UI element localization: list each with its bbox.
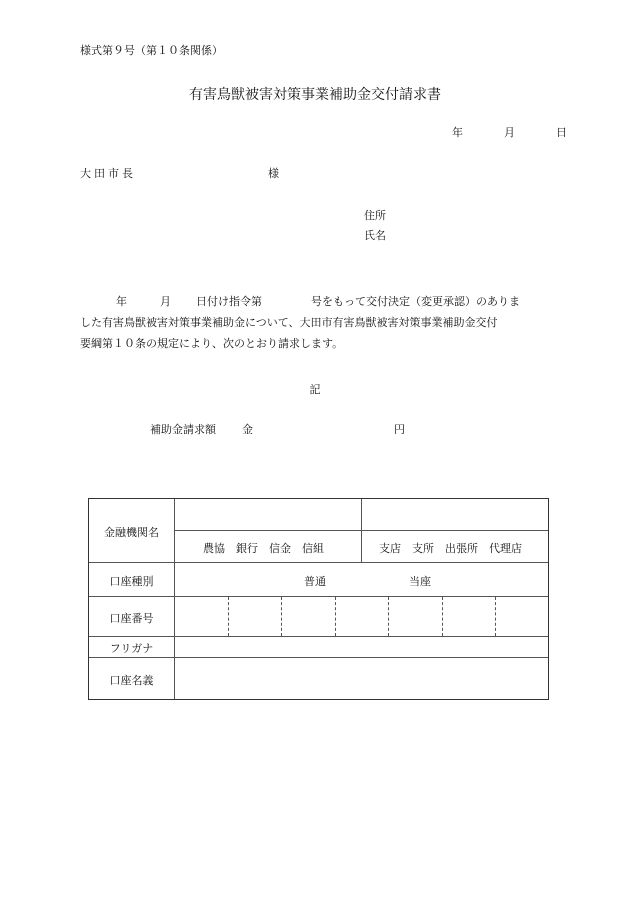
digit-divider <box>335 597 336 636</box>
form-number: 様式第９号（第１０条関係） <box>80 44 223 57</box>
row-divider <box>89 596 548 597</box>
ki-mark: 記 <box>309 383 321 396</box>
furigana-label: フリガナ <box>109 642 154 655</box>
digit-divider <box>228 597 229 636</box>
body-line-1 <box>116 293 520 309</box>
amount-label: 補助金請求額 <box>150 423 216 436</box>
date-row <box>452 124 567 140</box>
account-type-current: 当座 <box>409 575 431 588</box>
institution-label: 金融機関名 <box>104 526 159 539</box>
amount-suffix: 円 <box>394 423 405 436</box>
body-year: 年 <box>116 295 127 308</box>
branch-types: 支店 支所 出張所 代理店 <box>379 542 522 555</box>
addressee-name: 大田市長 <box>80 167 136 180</box>
account-number-label: 口座番号 <box>109 612 154 625</box>
digit-divider <box>388 597 389 636</box>
address-label: 住所 <box>364 209 386 222</box>
date-year: 年 <box>452 126 463 139</box>
body-day: 日付け指令第 <box>196 295 262 308</box>
document-title: 有害鳥獣被害対策事業補助金交付請求書 <box>189 87 441 103</box>
date-month: 月 <box>504 126 515 139</box>
account-type-label: 口座種別 <box>109 575 154 588</box>
name-label: 氏名 <box>364 229 386 242</box>
digit-divider <box>442 597 443 636</box>
account-holder-label: 口座名義 <box>109 674 154 687</box>
institution-types: 農協 銀行 信金 信組 <box>203 542 324 555</box>
digit-divider <box>495 597 496 636</box>
institution-subdivider <box>174 530 548 531</box>
account-type-ordinary: 普通 <box>304 575 326 588</box>
row-divider <box>89 562 548 563</box>
digit-divider <box>281 597 282 636</box>
label-column-divider <box>174 499 175 699</box>
bank-account-table <box>88 498 549 700</box>
body-line-1-rest: 号をもって交付決定（変更承認）のありま <box>311 295 520 308</box>
amount-prefix: 金 <box>242 423 253 436</box>
body-month: 月 <box>160 295 171 308</box>
addressee-honorific: 様 <box>268 167 279 180</box>
row-divider <box>89 657 548 658</box>
body-line-2: した有害鳥獣被害対策事業補助金について、大田市有害鳥獣被害対策事業補助金交付 <box>80 316 498 329</box>
row-divider <box>89 636 548 637</box>
date-day: 日 <box>556 126 567 139</box>
body-line-3: 要綱第１０条の規定により、次のとおり請求します。 <box>80 337 344 350</box>
